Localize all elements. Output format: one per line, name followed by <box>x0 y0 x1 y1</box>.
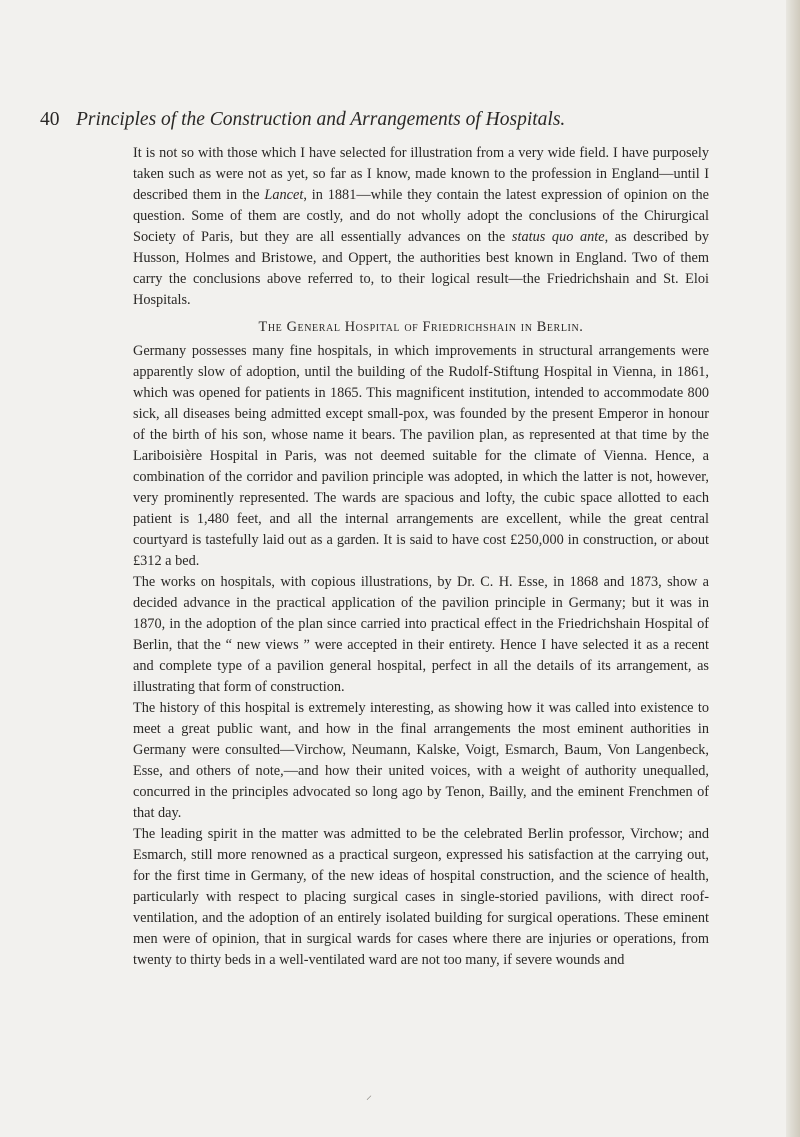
paragraph-intro <box>133 143 709 311</box>
running-title: Principles of the Construction and Arrangements of Hospitals. <box>76 109 566 130</box>
page-body <box>133 143 709 971</box>
page-edge <box>786 0 800 1137</box>
running-header <box>40 108 680 132</box>
paragraph-text: It is not so with those which I have selected for illustration from a very wide field. I have purposely taken such as were not as yet, so far as I know, made known to the profession in England—until I described them in the <box>133 145 709 203</box>
paragraph-esse-works: The works on hospitals, with copious illustrations, by Dr. C. H. Esse, in 1868 and 1873, show a decided advance in the practical application of the pavilion principle in Germany; but it was in 1870, in the adoption of the plan since carried into practical effect in the Friedrichshain Hospital of Berlin, that the “ new views ” were accepted in their entirety. Hence I have selected it as a recent and complete type of a pavilion general hospital, perfect in all the details of its arrangement, as illustrating that form of construction. <box>133 574 709 695</box>
page-number: 40 <box>40 109 60 130</box>
paragraph-text: , as described by Husson, Holmes and Bristowe, and Oppert, the authorities best known in England. Two of them carry the conclusions above referred to, to their logical result—the Friedrichshain and St. Eloi Hospitals. <box>133 229 709 308</box>
pencil-mark: ⸝ <box>366 1088 373 1102</box>
paragraph-virchow: The leading spirit in the matter was admitted to be the celebrated Berlin professor, Virchow; and Esmarch, still more renowned as a practical surgeon, expressed his satisfaction at the carrying out, for the first time in Germany, of the new ideas of hospital construction, and the science of health, particularly with respect to placing surgical cases in single-storied pavilions, with direct roof-ventilation, and the adoption of an entirely isolated building for surgical operations. These eminent men were of opinion, that in surgical wards for cases where there are injuries or operations, from twenty to thirty beds in a well-ventilated ward are not too many, if severe wounds and <box>133 826 709 968</box>
paragraph-history: The history of this hospital is extremely interesting, as showing how it was called into existence to meet a great public want, and how in the final arrangements the most eminent authorities in Germany were consulted—Virchow, Neumann, Kalske, Voigt, Esmarch, Baum, Von Langenbeck, Esse, and others of note,—and how their united voices, with a weight of authority unequalled, concurred in the principles advocated so long ago by Tenon, Bailly, and the eminent Frenchmen of that day. <box>133 700 709 821</box>
section-heading: The General Hospital of Friedrichshain in Berlin. <box>258 319 584 335</box>
paragraph-text: , in 1881—while they contain the latest expression of opinion on the question. Some of them are costly, and do not wholly adopt the conclusions of the Chirurgical Society of Paris, but they are all essentially advances on the <box>133 187 709 245</box>
paragraph-germany: Germany possesses many fine hospitals, in which improvements in structural arrangements were apparently slow of adoption, until the building of the Rudolf-Stiftung Hospital in Vienna, in 1861, which was opened for patients in 1865. This magnificent institution, intended to accommodate 800 sick, all diseases being admitted except small-pox, was founded by the present Emperor in honour of the birth of his son, whose name it bears. The pavilion plan, as represented at that time by the Lariboisière Hospital in Paris, was not deemed suitable for the climate of Vienna. Hence, a combination of the corridor and pavilion principle was adopted, in which the latter is not, however, very prominently represented. The wards are spacious and lofty, the cubic space allotted to each patient is 1,480 feet, and all the internal arrangements are excellent, while the great central courtyard is tastefully laid out as a garden. It is said to have cost £250,000 in construction, or about £312 a bed. <box>133 343 709 569</box>
italic-term: Lancet <box>264 187 304 203</box>
italic-term: status quo ante <box>511 229 605 245</box>
